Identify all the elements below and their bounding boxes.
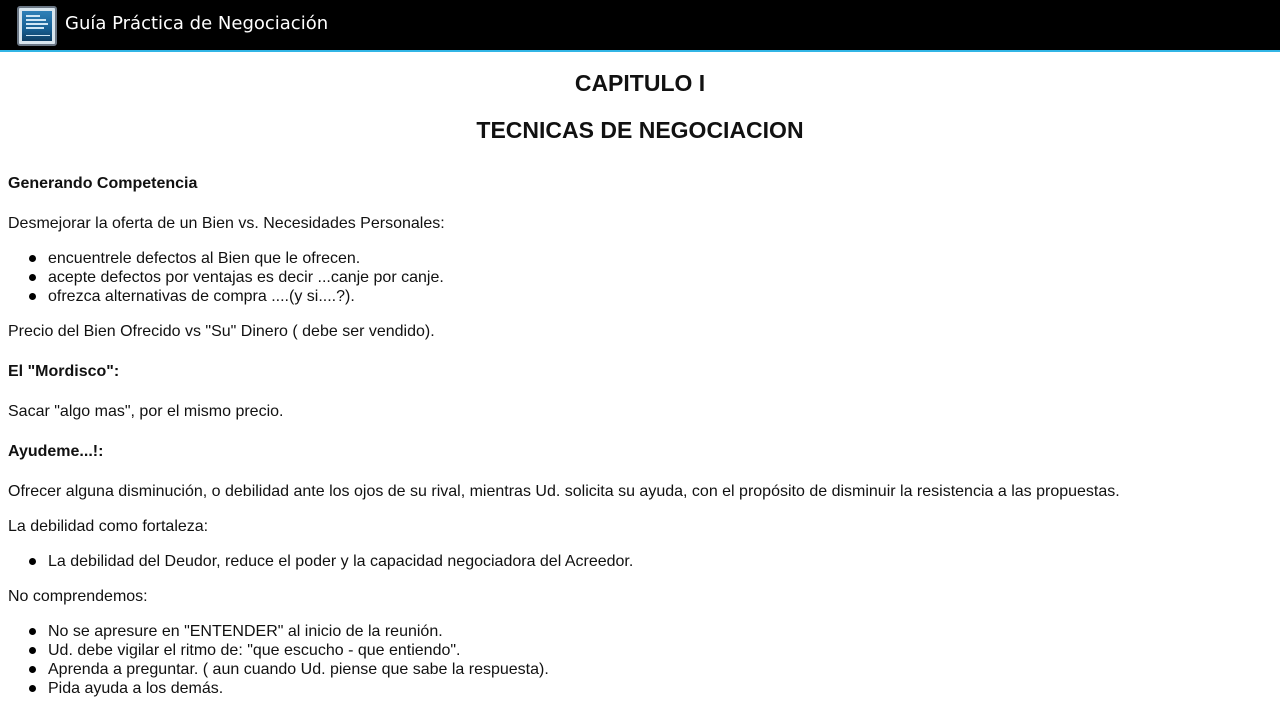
list-item [0,249,444,268]
list-item-text: Aprenda a preguntar. ( aun cuando Ud. piense que sabe la respuesta). [48,661,549,678]
list-item-text: Pida ayuda a los demás. [48,680,224,697]
chapter-title: TECNICAS DE NEGOCIACION [476,117,804,143]
paragraph-debilidad: La debilidad como fortaleza: [8,518,209,535]
list-item [0,622,549,641]
list-item [0,660,549,679]
bullet-icon [29,274,36,281]
section-heading-competencia: Generando Competencia [8,175,198,192]
bullet-icon [29,558,36,565]
book-cover-icon[interactable] [17,6,57,46]
bullet-icon [29,628,36,635]
section-heading-mordisco: El "Mordisco": [8,363,120,380]
bullet-icon [29,293,36,300]
list-item-text: acepte defectos por ventajas es decir ...canje por canje. [48,269,444,286]
list-item-text: La debilidad del Deudor, reduce el poder y la capacidad negociadora del Acreedor. [48,553,634,570]
book-cover-art [22,11,52,41]
list-item-text: ofrezca alternativas de compra ....(y si....?). [48,288,355,305]
list-item-text: Ud. debe vigilar el ritmo de: "que escucho - que entiendo". [48,642,461,659]
bullet-icon [29,685,36,692]
list-item [0,679,549,698]
content-webview[interactable] [0,54,1280,704]
list-item [0,552,633,571]
list-item-text: encuentrele defectos al Bien que le ofrecen. [48,250,361,267]
paragraph-precio: Precio del Bien Ofrecido vs "Su" Dinero ( debe ser vendido). [8,323,435,340]
paragraph-mordisco: Sacar "algo mas", por el mismo precio. [8,403,284,420]
paragraph-ayudeme: Ofrecer alguna disminución, o debilidad ante los ojos de su rival, mientras Ud. solicita su ayuda, con el propósito de disminuir la resistencia a las propuestas. [8,483,1120,500]
bullet-list-comprendemos [0,622,549,698]
bullet-icon [29,255,36,262]
bullet-list-competencia [0,249,444,306]
bullet-list-debilidad [0,552,633,571]
list-item [0,287,444,306]
bullet-icon [29,666,36,673]
section-heading-ayudeme: Ayudeme...!: [8,443,104,460]
list-item-text: No se apresure en "ENTENDER" al inicio de la reunión. [48,623,443,640]
chapter-heading: CAPITULO I [574,70,706,96]
list-item [0,641,549,660]
app-title: Guía Práctica de Negociación [65,13,329,34]
bullet-icon [29,647,36,654]
action-bar [0,0,1280,52]
paragraph-no-comprendemos: No comprendemos: [8,588,148,605]
paragraph-desmejorar: Desmejorar la oferta de un Bien vs. Necesidades Personales: [8,215,445,232]
list-item [0,268,444,287]
